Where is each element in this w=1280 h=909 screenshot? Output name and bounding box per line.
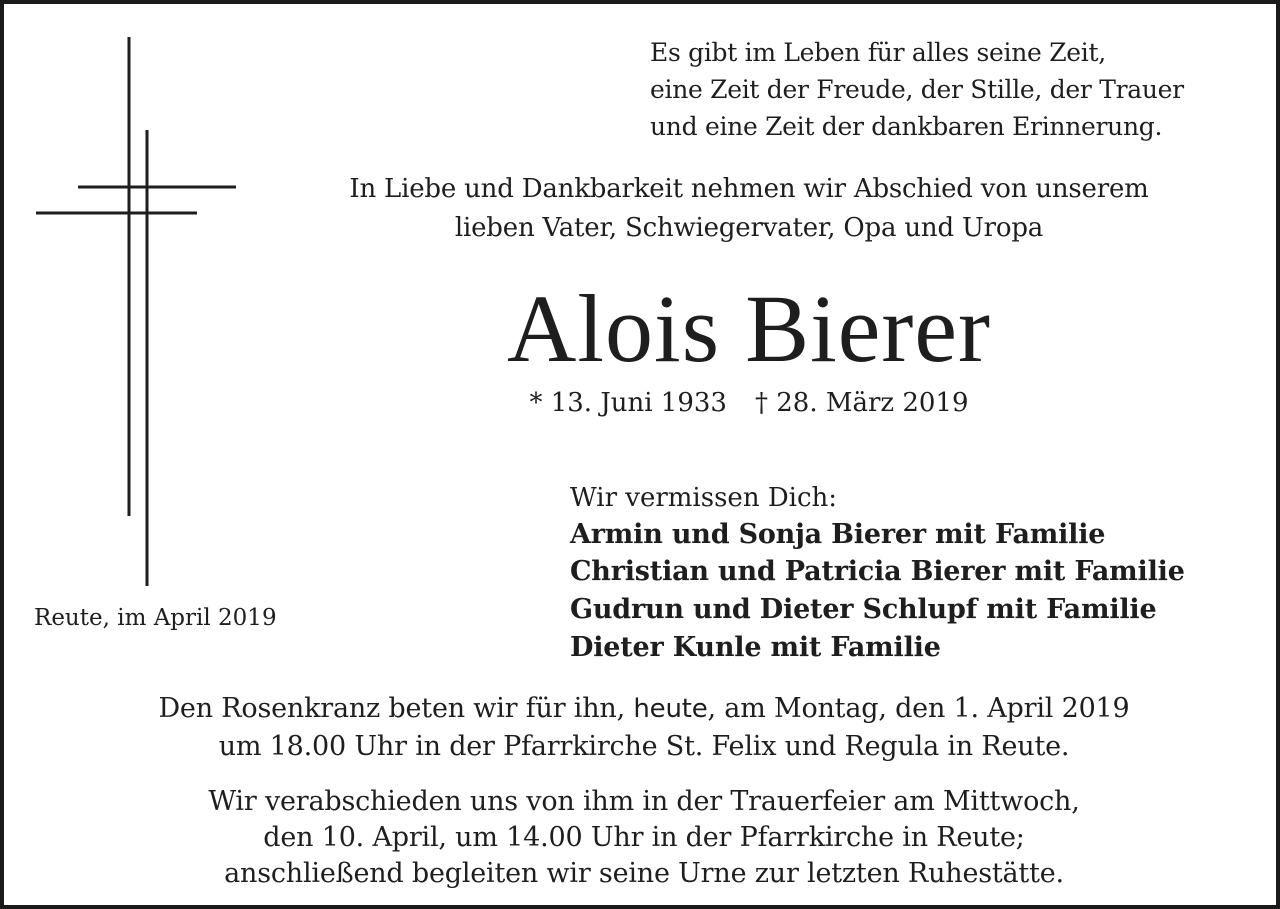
mourner-name: Christian und Patricia Bierer mit Familie	[570, 556, 1185, 587]
funeral-line: anschließend begleiten wir seine Urne zur letzten Ruhestätte.	[224, 858, 1064, 889]
birth-date: * 13. Juni 1933	[529, 388, 727, 418]
place-date: Reute, im April 2019	[34, 605, 277, 631]
mourner-name: Dieter Kunle mit Familie	[570, 632, 941, 663]
quote-block	[650, 34, 1184, 145]
quote-line: Es gibt im Leben für alles seine Zeit,	[650, 38, 1106, 67]
rosary-line	[24, 693, 1264, 724]
cross-icon	[4, 4, 264, 604]
rosary-text: Den Rosenkranz beten wir für ihn,	[158, 693, 634, 724]
quote-line: eine Zeit der Freude, der Stille, der Trauer	[650, 75, 1184, 104]
mourners-heading: Wir vermissen Dich:	[570, 483, 838, 513]
rosary-text: , am Montag, den 1. April 2019	[707, 693, 1130, 724]
funeral-line: den 10. April, um 14.00 Uhr in der Pfarrkirche in Reute;	[263, 822, 1025, 853]
mourner-name: Gudrun und Dieter Schlupf mit Familie	[570, 594, 1157, 625]
quote-line: und eine Zeit der dankbaren Erinnerung.	[650, 112, 1163, 141]
funeral-line: Wir verabschieden uns von ihm in der Trauerfeier am Mittwoch,	[208, 786, 1080, 817]
intro-line: lieben Vater, Schwiegervater, Opa und Uropa	[454, 213, 1044, 243]
life-dates	[424, 388, 1074, 418]
deceased-name: Alois Bierer	[507, 275, 991, 382]
rosary-highlight: heute	[633, 694, 708, 724]
rosary-line: um 18.00 Uhr in der Pfarrkirche St. Felix und Regula in Reute.	[218, 731, 1070, 762]
intro-line: In Liebe und Dankbarkeit nehmen wir Abschied von unserem	[349, 174, 1149, 204]
mourner-name: Armin und Sonja Bierer mit Familie	[570, 519, 1106, 550]
death-date: † 28. März 2019	[754, 388, 969, 418]
